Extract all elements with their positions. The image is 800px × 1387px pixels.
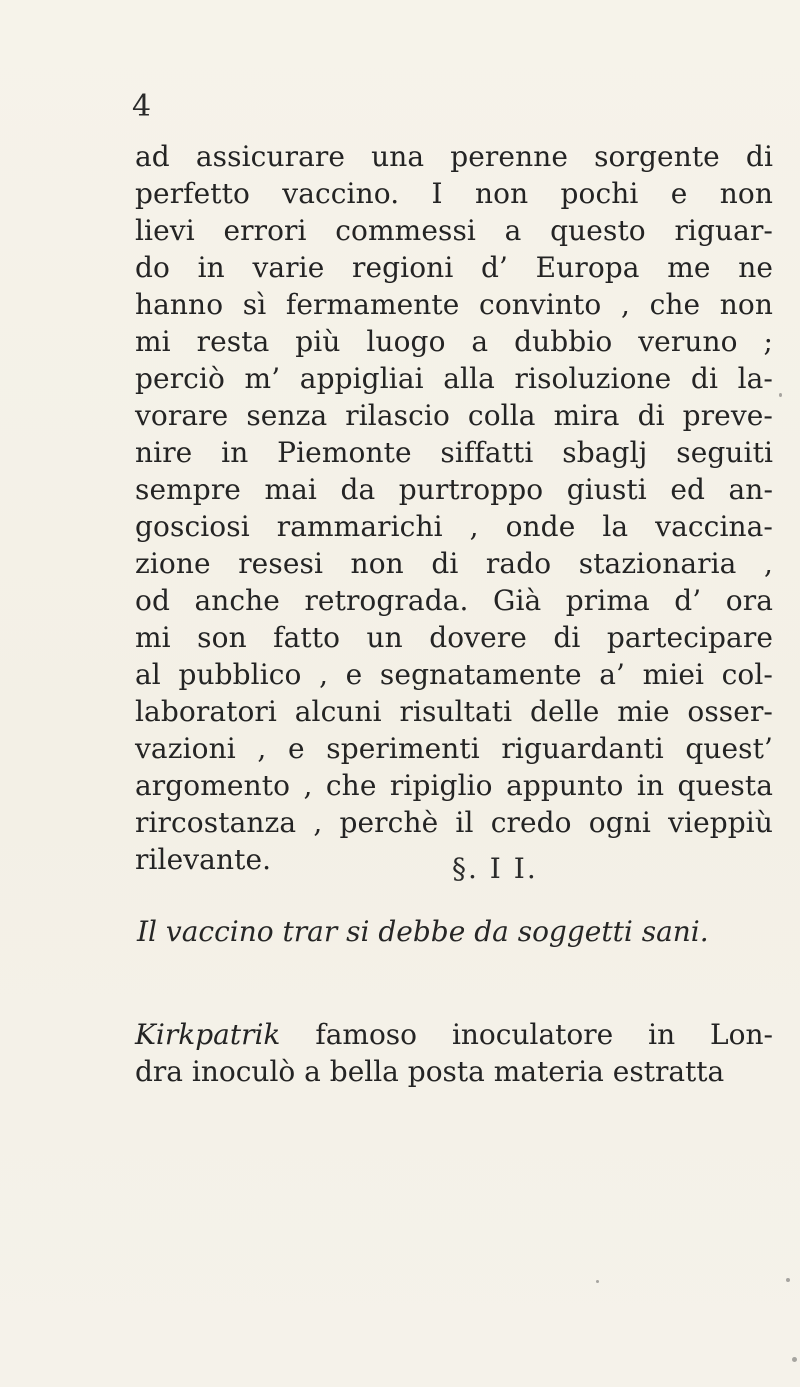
paper-speck xyxy=(792,1357,797,1362)
text-line: mi son fatto un dovere di partecipare xyxy=(135,621,773,654)
text-line: laboratori alcuni risultati delle mie osser- xyxy=(135,695,773,728)
body-paragraph xyxy=(135,138,773,878)
person-name: Kirkpatrik xyxy=(135,1018,281,1051)
text-line: dra inoculò a bella posta materia estratta xyxy=(135,1055,725,1088)
text-line: rilevante. xyxy=(135,843,272,876)
text-line: lievi errori commessi a questo riguar- xyxy=(135,214,773,247)
paper-speck xyxy=(596,1280,599,1283)
text-line: mi resta più luogo a dubbio veruno ; xyxy=(135,325,773,358)
text-line: hanno sì fermamente convinto , che non xyxy=(135,288,773,321)
text-line: vorare senza rilascio colla mira di preve- xyxy=(135,399,773,432)
text-line: vazioni , e sperimenti riguardanti quest’ xyxy=(135,732,773,765)
body-paragraph-2 xyxy=(135,1016,773,1090)
text-line: gosciosi rammarichi , onde la vaccina- xyxy=(135,510,773,543)
text-line: zione resesi non di rado stazionaria , xyxy=(135,547,773,580)
text-fragment: famoso inoculatore in Lon- xyxy=(280,1018,773,1051)
text-line: al pubblico , e segnatamente a’ miei col- xyxy=(135,658,773,691)
section-title: Il vaccino trar si debbe da soggetti sani. xyxy=(137,915,709,948)
text-line xyxy=(135,1016,773,1053)
text-line: do in varie regioni d’ Europa me ne xyxy=(135,251,773,284)
text-line: nire in Piemonte siffatti sbaglj seguiti xyxy=(135,436,773,469)
text-line: perfetto vaccino. I non pochi e non xyxy=(135,177,773,210)
section-heading: §. I I. xyxy=(452,852,538,885)
page-number: 4 xyxy=(132,89,152,124)
text-line: rircostanza , perchè il credo ogni vieppiù xyxy=(135,806,773,839)
text-line: od anche retrograda. Già prima d’ ora xyxy=(135,584,773,617)
text-line: perciò m’ appigliai alla risoluzione di la- xyxy=(135,362,773,395)
paper-speck xyxy=(779,393,782,397)
text-line: argomento , che ripiglio appunto in questa xyxy=(135,769,773,802)
paper-speck xyxy=(786,1278,790,1282)
text-line: sempre mai da purtroppo giusti ed an- xyxy=(135,473,773,506)
text-line: ad assicurare una perenne sorgente di xyxy=(135,140,773,173)
